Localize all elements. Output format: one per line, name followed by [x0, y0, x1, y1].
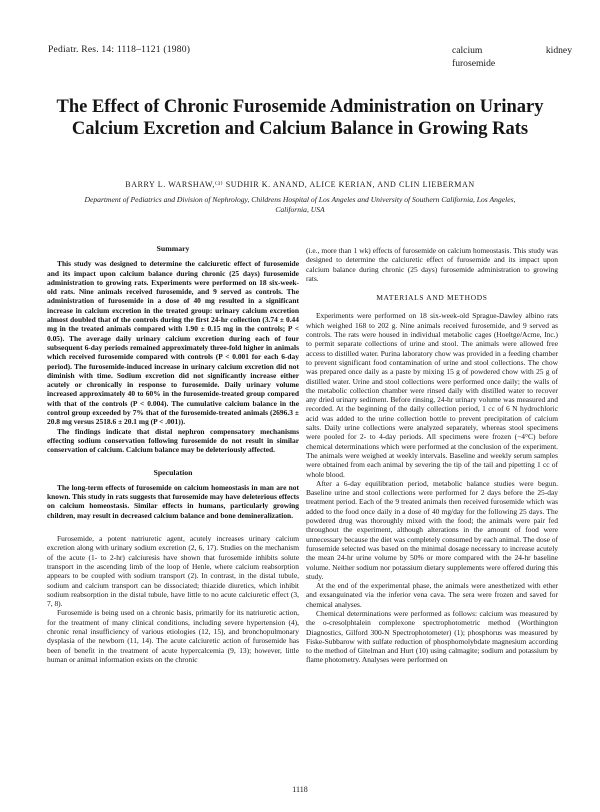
affiliation: Department of Pediatrics and Division of Nephrology, Childrens Hospital of Los Angeles and University of Southern California, Los Angeles, California, USA [84, 195, 516, 214]
authors: BARRY L. WARSHAW,⁽³⁾ SUDHIR K. ANAND, ALICE KERIAN, AND CLIN LIEBERMAN [125, 180, 475, 189]
left-column [47, 244, 299, 664]
methods-paragraph: At the end of the experimental phase, the animals were anesthetized with ether and exsanguinated via the inferior vena cava. The sera were frozen and saved for chemical analyses. [306, 581, 558, 609]
summary-heading: Summary [156, 244, 190, 253]
methods-paragraph: Chemical determinations were performed as follows: calcium was measured by the o-cresolphtalein complexone spectrophotometric method (Worthington Diagnostics, Gilford 300-N Spectrophotometer) (1); phosphorus was measured by Fiske-Subbarow with sulfate reduction of phosphomolybdate magnesium according to the method of Gitelman and Hurt (10) using calmagite; sodium and potassium by flame photometry. Analyses were performed on [306, 608, 558, 665]
right-column [306, 246, 558, 665]
methods-heading: MATERIALS AND METHODS [376, 293, 488, 303]
speculation-heading: Speculation [153, 467, 193, 477]
intro-paragraph: (i.e., more than 1 wk) effects of furosemide on calcium homeostasis. This study was designed to determine the calciuretic effect of furosemide and its impact upon calcium balance during chronic (25 days) furosemide administration to growing rats. [306, 246, 558, 283]
methods-paragraph: Experiments were performed on 18 six-week-old Sprague-Dawley albino rats which weighed 168 to 202 g. Nine animals received furosemide, and 9 served as controls. The rats were housed in individual metabolic cages (Hoeltge/Acme, Inc.) to permit separate collections of urine and stool. The animals were allowed free access to distilled water. Purina laboratory chow was provided in a feeding chamber to prevent significant food contamination of urine and stool collections. The chow was prepared once daily as a paste by mixing 15 g of powdered chow with 25 g of distilled water. Urine and stool collections were performed once daily; the walls of the metabolic collection chamber were rinsed daily with distilled water to recover any dried urinary sediment. Before rinsing, 24-hr urinary volume was measured and recorded. At the beginning of the daily collection period, 1 cc of 6 N hydrochloric acid was added to the urine collection bottle to prevent precipitation of calcium salts. Daily urine collections were analyzed separately, whereas stool specimens were pooled for 2- to 4-day periods. All specimens were frozen (−4°C) before chemical determinations which were performed at the conclusion of the experiment. The animals were weighed at weekly intervals. Baseline and weekly serum samples were obtained from each animal by severing the tip of the tail and pipetting 1 cc of whole blood. [306, 311, 558, 479]
summary-paragraph: This study was designed to determine the calciuretic effect of furosemide and its impact upon calcium balance during chronic (25 days) furosemide administration to growing rats. Experiments were performed on 18 six-week-old rats. Nine animals received furosemide, and 9 served as controls. The administration of furosemide in a dose of 40 mg resulted in a significant increase in calcium excretion in the treated group: urinary calcium excretion almost doubled that of the controls during the first 24-hr collection (3.74 ± 0.44 mg in the treated animals compared with 1.90 ± 0.15 mg in the controls; P < 0.05). The average daily urinary calcium excretion during each of four subsequent 6-day periods remained approximately three-fold higher in animals which received furosemide compared with controls (P < 0.001 for each 6-day period). The furosemide-induced increase in urinary calcium excretion did not diminish with time. Sodium excretion did not significantly increase either acutely or chronically in response to furosemide. Daily urinary volume increased approximately 40 to 60% in the furosemide-treated group compared with that of the controls (P < 0.004). The cumulative calcium balance in the control group exceeded by 7% that of the furosemide-treated animals (2696.3 ± 20.8 mg versus 2518.6 ± 20.1 mg (P < .001)). [47, 259, 299, 427]
speculation-paragraph: The long-term effects of furosemide on calcium homeostasis in man are not known. This study in rats suggests that furosemide may have deleterious effects on calcium homeostasis. Similar effects in humans, particularly growing children, may result in decreased calcium balance and bone demineralization. [47, 482, 299, 520]
journal-reference: Pediatr. Res. 14: 1118–1121 (1980) [48, 44, 191, 55]
keyword-calcium: calcium [452, 45, 483, 56]
body-paragraph: Furosemide, a potent natriuretic agent, acutely increases urinary calcium excretion along with urinary sodium excretion (2, 6, 17). Studies on the mechanism of the acute (1- to 2-hr) calciuresis have shown that furosemide inhibits solute transport in the ascending limb of the loop of Henle, where calcium reabsorption appears to be coupled with sodium transport (2). In contrast, in the distal tubule, sodium and calcium transport can be dissociated; thiazide diuretics, which inhibit sodium reabsorption in the distal tubule, have little to no acute calciuretic effect (3, 7, 8). [47, 534, 299, 609]
article-title: The Effect of Chronic Furosemide Administration on Urinary Calcium Excretion and Calcium Balance in Growing Rats [56, 97, 544, 139]
keyword-kidney: kidney [545, 45, 572, 56]
keywords [452, 44, 572, 70]
keyword-furosemide: furosemide [452, 58, 496, 69]
body-paragraph: Furosemide is being used on a chronic basis, primarily for its natriuretic action, for the treatment of many clinical conditions, including severe hypertension (4), chronic renal insufficiency of various etiologies (12, 15), and bronchopulmonary dysplasia of the newborn (11, 14). The acute calciuretic action of furosemide has been of benefit in the treatment of acute hypercalcemia (9, 13); however, little human or animal information exists on the chronic [47, 608, 299, 664]
summary-paragraph: The findings indicate that distal nephron compensatory mechanisms effecting sodium conservation following furosemide do not result in similar conservation of calcium. Calcium balance may be deleteriously affected. [47, 426, 299, 455]
page-number: 1118 [292, 785, 308, 794]
methods-paragraph: After a 6-day equilibration period, metabolic balance studies were begun. Baseline urine and stool collections were performed for 2 days before the 25-day treatment period. Each of the 9 treated animals then received furosemide which was added to the food once daily in a dose of 40 mg/day for the following 25 days. The powdered drug was thoroughly mixed with the food; the animals were pair fed throughout the experiment, although alterations in the amount of food were unnecessary because the diet was completely consumed by each animal. The dose of furosemide selected was based on the minimal dosage necessary to increase acutely the mean 24-hr urine volume by 50% or more compared with the 24-hr baseline volume. Neither sodium nor potassium dietary supplements were offered during this study. [306, 478, 558, 581]
